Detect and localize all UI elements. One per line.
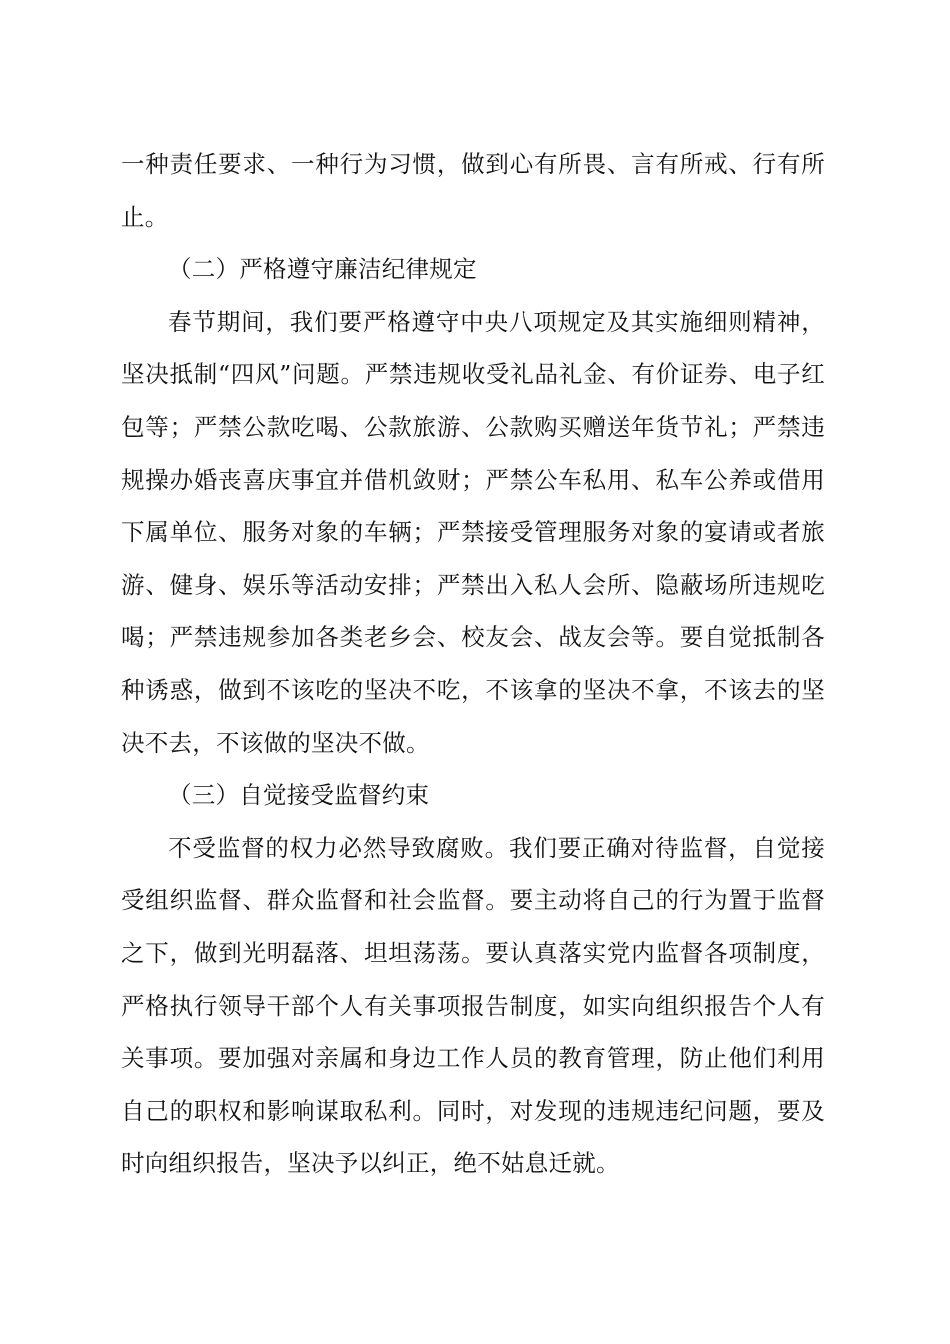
section-heading-two: （二）严格遵守廉洁纪律规定 — [168, 255, 477, 284]
paragraph-supervision: 不受监督的权力必然导致腐败。我们要正确对待监督，自觉接受组织监督、群众监督和社会监督。要主动将自己的行为置于监督之下，做到光明磊落、坦坦荡荡。要认真落实党内监督各项制度，严格执行领导干部个人有关事项报告制度，如实向组织报告个人有关事项。要加强对亲属和身边工作人员的教育管理，防止他们利用自己的职权和影响谋取私利。同时，对发现的违规违纪问题，要及时向组织报告，坚决予以纠正，绝不姑息迁就。 — [121, 833, 825, 1178]
section-heading-three: （三）自觉接受监督约束 — [168, 781, 430, 810]
paragraph-continuation: 一种责任要求、一种行为习惯，做到心有所畏、言有所戒、行有所止。 — [121, 150, 825, 231]
document-body — [121, 138, 825, 1190]
paragraph-integrity-rules: 春节期间，我们要严格遵守中央八项规定及其实施细则精神，坚决抵制“四风”问题。严禁违规收受礼品礼金、有价证券、电子红包等；严禁公款吃喝、公款旅游、公款购买赠送年货节礼；严禁违规操办婚丧喜庆事宜并借机敛财；严禁公车私用、私车公养或借用下属单位、服务对象的车辆；严禁接受管理服务对象的宴请或者旅游、健身、娱乐等活动安排；严禁出入私人会所、隐蔽场所违规吃喝；严禁违规参加各类老乡会、校友会、战友会等。要自觉抵制各种诱惑，做到不该吃的坚决不吃，不该拿的坚决不拿，不该去的坚决不去，不该做的坚决不做。 — [121, 307, 825, 757]
